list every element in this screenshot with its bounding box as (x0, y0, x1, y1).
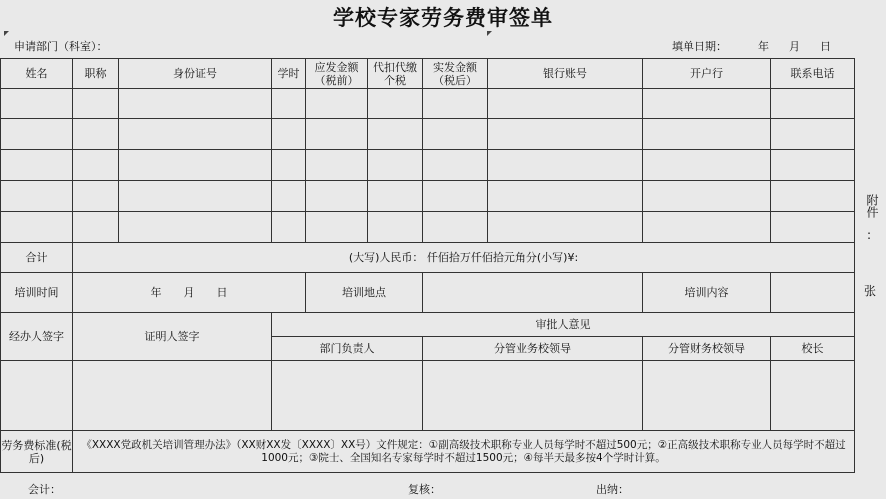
cell-gross[interactable] (306, 212, 368, 243)
role-business-leader: 分管业务校领导 (423, 337, 643, 361)
cell-bank[interactable] (643, 89, 771, 119)
cell-id-number[interactable] (119, 150, 272, 181)
table-row (1, 150, 855, 181)
handler-signature-field[interactable] (1, 361, 73, 431)
cell-marker (487, 31, 492, 36)
fee-standard-label: 劳务费标准(税后) (1, 431, 73, 473)
cell-bank[interactable] (643, 150, 771, 181)
table-row (1, 89, 855, 119)
cell-tax[interactable] (368, 119, 423, 150)
cell-tax[interactable] (368, 181, 423, 212)
cashier-label: 出纳： (596, 483, 629, 496)
training-row (1, 273, 855, 313)
col-bank: 开户行 (643, 59, 771, 89)
cell-name[interactable] (1, 181, 73, 212)
witness-signature-field[interactable] (73, 361, 272, 431)
fill-date-label: 填单日期： (672, 40, 727, 53)
header-row (1, 59, 855, 89)
cell-net[interactable] (423, 212, 488, 243)
cell-net[interactable] (423, 89, 488, 119)
total-row (1, 243, 855, 273)
cell-marker (4, 31, 9, 36)
attachment-sheets-label: 张 (864, 284, 877, 298)
approver-opinion-label: 审批人意见 (272, 313, 855, 337)
business-leader-sign-field[interactable] (423, 361, 643, 431)
standard-row (1, 431, 855, 473)
col-phone: 联系电话 (771, 59, 855, 89)
cell-phone[interactable] (771, 89, 855, 119)
cell-id-number[interactable] (119, 181, 272, 212)
principal-sign-field[interactable] (771, 361, 855, 431)
cell-tax[interactable] (368, 150, 423, 181)
training-place-field[interactable] (423, 273, 643, 313)
cell-id-number[interactable] (119, 119, 272, 150)
reviewer-label: 复核： (408, 483, 441, 496)
cell-title[interactable] (73, 212, 119, 243)
cell-title[interactable] (73, 181, 119, 212)
date-day: 日 (820, 40, 831, 53)
date-month: 月 (789, 40, 800, 53)
cell-account[interactable] (488, 181, 643, 212)
cell-name[interactable] (1, 150, 73, 181)
witness-signature-label: 证明人签字 (73, 313, 272, 361)
cell-gross[interactable] (306, 119, 368, 150)
col-bank-account: 银行账号 (488, 59, 643, 89)
signature-row (1, 361, 855, 431)
col-hours: 学时 (272, 59, 306, 89)
table-row (1, 212, 855, 243)
col-id-number: 身份证号 (119, 59, 272, 89)
fee-standard-text: 《XXXX党政机关培训管理办法》（XX财XX发〔XXXX〕XX号）文件规定：①副高级技术职称专业人员每学时不超过500元；②正高级技术职称专业人员每学时不超过1000元；③院士、全国知名专家每学时不超过1500元；④每半天最多按4个学时计算。 (73, 431, 855, 473)
cell-id-number[interactable] (119, 212, 272, 243)
role-finance-leader: 分管财务校领导 (643, 337, 771, 361)
attachment-colon: : (867, 228, 872, 242)
cell-account[interactable] (488, 119, 643, 150)
col-tax-withheld: 代扣代缴个税 (368, 59, 423, 89)
cell-bank[interactable] (643, 212, 771, 243)
cell-phone[interactable] (771, 150, 855, 181)
cell-name[interactable] (1, 89, 73, 119)
cell-phone[interactable] (771, 212, 855, 243)
cell-net[interactable] (423, 119, 488, 150)
cell-phone[interactable] (771, 119, 855, 150)
cell-gross[interactable] (306, 89, 368, 119)
col-gross-amount: 应发金额（税前） (306, 59, 368, 89)
col-net-amount: 实发金额（税后） (423, 59, 488, 89)
table-row (1, 181, 855, 212)
cell-tax[interactable] (368, 212, 423, 243)
training-content-label: 培训内容 (643, 273, 771, 313)
cell-name[interactable] (1, 212, 73, 243)
role-department-head: 部门负责人 (272, 337, 423, 361)
cell-title[interactable] (73, 119, 119, 150)
cell-account[interactable] (488, 212, 643, 243)
training-place-label: 培训地点 (306, 273, 423, 313)
cell-tax[interactable] (368, 89, 423, 119)
cell-net[interactable] (423, 150, 488, 181)
training-date-field[interactable]: 年 月 日 (73, 273, 306, 313)
cell-hours[interactable] (272, 212, 306, 243)
cell-bank[interactable] (643, 181, 771, 212)
cell-bank[interactable] (643, 119, 771, 150)
cell-gross[interactable] (306, 150, 368, 181)
role-principal: 校长 (771, 337, 855, 361)
cell-id-number[interactable] (119, 89, 272, 119)
finance-leader-sign-field[interactable] (643, 361, 771, 431)
training-time-label: 培训时间 (1, 273, 73, 313)
department-head-sign-field[interactable] (272, 361, 423, 431)
cell-gross[interactable] (306, 181, 368, 212)
col-name: 姓名 (1, 59, 73, 89)
cell-account[interactable] (488, 89, 643, 119)
cell-title[interactable] (73, 89, 119, 119)
accountant-label: 会计： (28, 483, 61, 496)
approval-header-row (1, 313, 855, 337)
cell-account[interactable] (488, 150, 643, 181)
cell-hours[interactable] (272, 150, 306, 181)
cell-name[interactable] (1, 119, 73, 150)
training-content-field[interactable] (771, 273, 855, 313)
col-title: 职称 (73, 59, 119, 89)
cell-hours[interactable] (272, 181, 306, 212)
cell-hours[interactable] (272, 89, 306, 119)
department-label: 申请部门（科室）： (14, 40, 108, 53)
total-amount-field[interactable]: (大写)人民币： 仟佰拾万仟佰拾元角分(小写)¥: (73, 243, 855, 273)
form-title: 学校专家劳务费审签单 (333, 5, 553, 30)
handler-signature-label: 经办人签字 (1, 313, 73, 361)
cell-net[interactable] (423, 181, 488, 212)
cell-hours[interactable] (272, 119, 306, 150)
expense-form-table (0, 58, 855, 473)
cell-phone[interactable] (771, 181, 855, 212)
table-row (1, 119, 855, 150)
total-label: 合计 (1, 243, 73, 273)
date-year: 年 (758, 40, 769, 53)
attachment-label: 附件 (865, 194, 879, 218)
cell-title[interactable] (73, 150, 119, 181)
